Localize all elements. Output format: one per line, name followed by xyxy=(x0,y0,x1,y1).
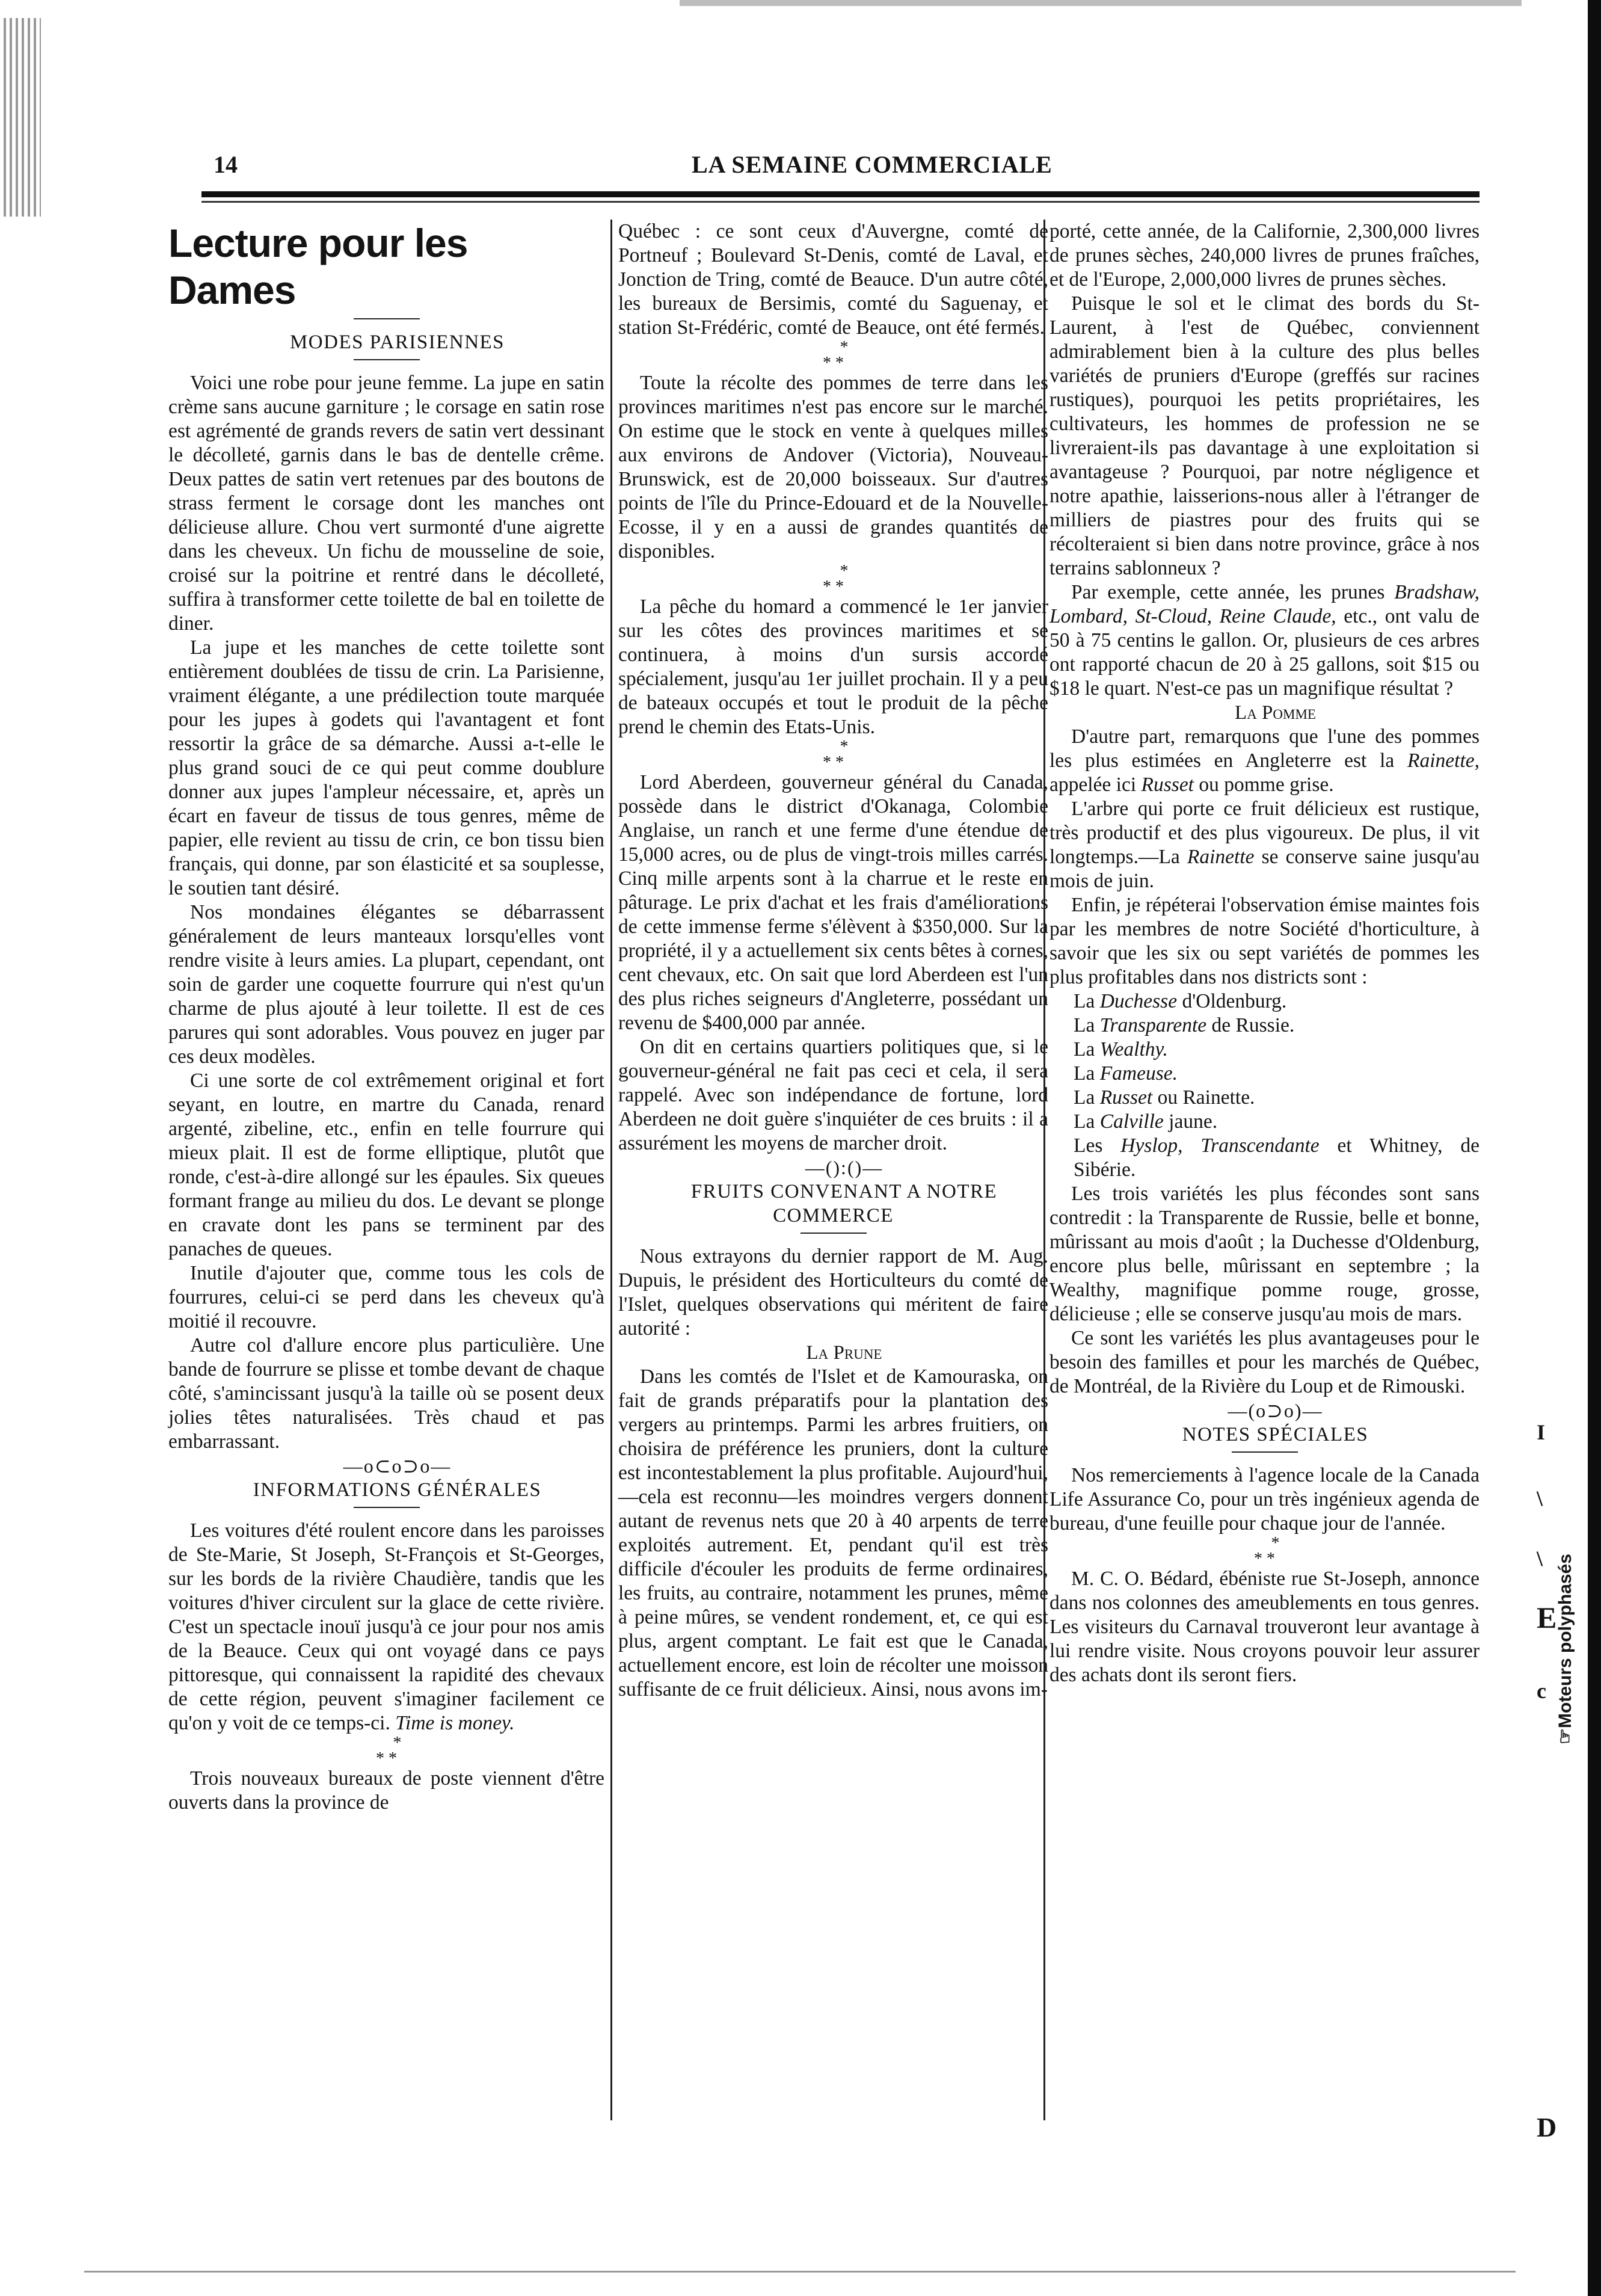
paragraph: Ci une sorte de col extrêmement original et fort seyant, en loutre, en martre du Canada, renard argenté, zibeline, etc., enfin en telle fourrure qui mieux plait. Il est de forme elliptique, plutôt que ronde, c'est-à-dire allongé sur les épaules. Six queues formant frange au milieu du dos. Le devant se plonge en cravate dont les pans se terminent par des panaches de queues. xyxy=(168,1070,604,1260)
italic-phrase: Hyslop, Transcendante xyxy=(1120,1134,1320,1157)
bottom-edge-rule xyxy=(84,2271,1516,2273)
paragraph: Dans les comtés de l'Islet et de Kamouraska, on fait de grands préparatifs pour la plantation des vergers au printemps. Parmi les arbres fruitiers, on choisira de préférence les pruniers, dont la culture est incontestablement la plus profitable. Aujourd'hui,—cela est reconnu—les moindres vergers donnent autant de revenus nets que 20 à 40 arpents de terre exploités autrement. Et, pendant qu'il est très difficile d'écouler les produits de ferme ordinaires, les fruits, au contraire, notamment les prunes, même à peine mûres, se vendent rondement, et, ce qui est plus, argent comptant. Le fait est que le Canada, actuellement encore, est loin de récolter une moisson suffisante de ce fruit délicieux. Ainsi, nous avons im- xyxy=(618,1365,1048,1700)
list-item xyxy=(1049,989,1480,1014)
paragraph-text: Les voitures d'été roulent encore dans les paroisses de Ste-Marie, St Joseph, St-François et St-Georges, sur les bords de la rivière Chaudière, tandis que les voitures d'hiver circulent sur la glace de cette rivière. C'est un spectacle inouï jusqu'à ce jour pour nos amis de la Beauce. Ceux qui ont voyagé dans ce pays pittoresque, qui connaissent la rapidité des chevaux de cette région, peuvent s'imaginer facilement ce qu'on y voit de ce temps-ci. xyxy=(168,1519,604,1734)
paragraph: Ce sont les variétés les plus avantageuses pour le besoin des familles et pour les marchés de Québec, de Montréal, de la Rivière du Loup et de Rimouski. xyxy=(1049,1327,1480,1397)
paragraph: Toute la récolte des pommes de terre dans les provinces maritimes n'est pas encore sur le marché. On estime que le stock en vente à quelques milles aux environs de Andover (Victoria), Nouveau-Brunswick, est de 20,000 boisseaux. Sur d'autres points de l'île du Prince-Edouard et de la Nouvelle-Ecosse, il y en a aussi de grandes quantités de disponibles. xyxy=(618,372,1048,562)
ornament-divider: —o⊂o⊃o— xyxy=(343,1455,452,1477)
section-heading: MODES PARISIENNES xyxy=(289,331,505,353)
column-middle xyxy=(618,220,1048,1702)
list-suffix: ou Rainette. xyxy=(1157,1086,1255,1109)
list-prefix: La xyxy=(1074,1038,1095,1060)
list-suffix: jaune. xyxy=(1169,1110,1218,1133)
italic-phrase: Time is money. xyxy=(395,1712,515,1734)
paragraph-text: D'autre part, remarquons que l'une des pommes les plus estimées en Angleterre est la xyxy=(1049,725,1480,772)
paragraph: Québec : ce sont ceux d'Auvergne, comté de Portneuf ; Boulevard St-Denis, comté de Laval, et Jonction de Tring, comté de Beauce. D'un autre côté, les bureaux de Bersimis, comté du Saguenay, et station St-Frédéric, comté de Beauce, ont été fermés. xyxy=(618,220,1048,339)
list-item xyxy=(1049,1014,1480,1038)
column-right xyxy=(1049,220,1480,1687)
apple-varieties-list xyxy=(1049,989,1480,1134)
italic-phrase: Russet xyxy=(1141,774,1194,796)
paragraph-text: se conserve saine jusqu'au mois de juin. xyxy=(1049,846,1480,892)
page-number: 14 xyxy=(214,151,238,178)
list-prefix: La xyxy=(1074,1014,1095,1036)
margin-letter: E xyxy=(1537,1601,1557,1634)
paragraph xyxy=(168,1519,604,1735)
asterism: * * * xyxy=(823,338,849,372)
list-suffix: de Russie. xyxy=(1211,1014,1295,1036)
ornament-divider: —():()— xyxy=(805,1157,883,1178)
scan-edge-top xyxy=(680,0,1522,6)
list-prefix: La xyxy=(1074,1086,1095,1109)
paragraph-text: etc., ont valu de 50 à 75 centins le gallon. Or, plusieurs de ces arbres ont rapporté chacun de 20 à 25 gallons, soit $15 ou $18 le quart. N'est-ce pas un magnifique résultat ? xyxy=(1049,605,1480,700)
paragraph: Enfin, je répéterai l'observation émise maintes fois par les membres de notre Société d'horticulture, à savoir que les six ou sept variétés de pommes les plus profitables dans nos districts sont : xyxy=(1049,894,1480,988)
paragraph xyxy=(1049,797,1480,893)
article-title: Lecture pour les Dames xyxy=(168,221,468,312)
section-heading: FRUITS CONVENANT A NOTRE COMMERCE xyxy=(690,1181,998,1226)
ornament-divider: —(o⊃o)— xyxy=(1228,1400,1323,1421)
paragraph-text: ou pomme grise. xyxy=(1199,774,1334,796)
margin-letter: \ xyxy=(1537,1547,1543,1571)
sub-heading: La Prune xyxy=(806,1342,882,1364)
paragraph: On dit en certains quartiers politiques que, si le gouverneur-général ne fait pas ceci et cela, il sera rappelé. Avec son indépendance de fortune, lord Aberdeen ne doit guère s'inquiéter de ces bruits : il a assurément les moyens de marcher droit. xyxy=(618,1036,1048,1154)
list-item xyxy=(1049,1110,1480,1134)
paragraph: La jupe et les manches de cette toilette sont entièrement doublées de tissu de crin. La Parisienne, vraiment élégante, a une prédilection toute marquée pour les jupes à godets qui l'avantagent et font ressortir la grâce de sa démarche. Aussi a-t-elle le plus grand souci de ce qui peut comme doublure donner aux jupes l'ampleur nécessaire, et, après un écart en faveur de tissus de tous genres, même de papier, elle revient au tissu de crin, ce bon tissu bien français, qui donne, par son élasticité et sa souplesse, le soutien tant désiré. xyxy=(168,636,604,899)
paragraph: La pêche du homard a commencé le 1er janvier sur les côtes des provinces maritimes et se continuera, à moins d'un sursis accordé spécialement, jusqu'au 1er juillet prochain. Il y a peu de bateaux occupés et tout le produit de la pêche prend le chemin des Etats-Unis. xyxy=(618,596,1048,738)
scan-edge-right xyxy=(1588,0,1601,2296)
paragraph xyxy=(1049,580,1480,701)
italic-phrase: Bradshaw, Lombard, St-Cloud, Reine Claude, xyxy=(1049,581,1480,627)
paragraph: Puisque le sol et le climat des bords du St-Laurent, à l'est de Québec, conviennent admirablement bien à la culture des plus belles variétés de pruniers d'Europe (greffés sur racines rustiques), pourquoi les petits propriétaires, les cultivateurs, les hommes de profession ne se livreraient-ils pas davantage à une exploitation si avantageuse ? Pourquoi, par notre négligence et notre apathie, laisserions-nous aller à l'étranger de milliers de piastres pour des fruits qui se récolteraient si bien dans notre province, grâce à nos terrains sablonneux ? xyxy=(1049,292,1480,579)
paragraph: Nos remerciements à l'agence locale de la Canada Life Assurance Co, pour un très ingénieux agenda de bureau, d'une feuille pour chaque jour de l'année. xyxy=(1049,1464,1480,1534)
divider xyxy=(354,318,420,319)
list-prefix: La xyxy=(1074,1110,1095,1133)
variety-name: Russet xyxy=(1099,1086,1153,1109)
paragraph: porté, cette année, de la Californie, 2,300,000 livres de prunes sèches, 240,000 livres de prunes fraîches, et de l'Europe, 2,000,000 livres de prunes sèches. xyxy=(1049,220,1480,291)
column-separator xyxy=(610,220,612,2120)
variety-name: Fameuse. xyxy=(1099,1062,1178,1085)
paragraph xyxy=(1049,725,1480,797)
asterism: * * * xyxy=(1254,1534,1280,1568)
variety-name: Transparente xyxy=(1099,1014,1207,1036)
publication-title: LA SEMAINE COMMERCIALE xyxy=(692,151,1052,178)
asterism: * * * xyxy=(823,562,849,596)
list-text: et Whitney, de Sibérie. xyxy=(1074,1134,1480,1181)
binding-marks xyxy=(4,18,41,217)
paragraph-text: L'arbre qui porte ce fruit délicieux est rustique, très productif et des plus vigoureux. De plus, il vit longtemps.—La xyxy=(1049,798,1480,868)
italic-phrase: Rainette xyxy=(1187,846,1255,868)
divider xyxy=(354,359,420,360)
paragraph: Nous extrayons du dernier rapport de M. Aug. Dupuis, le président des Horticulteurs du comté de l'Islet, quelques observations qui méritent de faire autorité : xyxy=(618,1245,1048,1340)
paragraph: M. C. O. Bédard, ébéniste rue St-Joseph, annonce dans nos colonnes des ameublements en tous genres. Les visiteurs du Carnaval trouveront leur avantage à lui rendre visite. Nous croyons pouvoir leur assurer des achats dont ils seront fiers. xyxy=(1049,1568,1480,1686)
list-item xyxy=(1049,1086,1480,1110)
asterism: * * * xyxy=(376,1734,402,1768)
italic-phrase: Rainette xyxy=(1407,749,1475,772)
divider xyxy=(354,1507,420,1508)
variety-name: Wealthy. xyxy=(1099,1038,1168,1060)
margin-letter: D xyxy=(1537,2112,1557,2143)
paragraph: Trois nouveaux bureaux de poste viennent d'être ouverts dans la province de xyxy=(168,1767,604,1814)
list-item xyxy=(1049,1134,1480,1182)
paragraph: Lord Aberdeen, gouverneur général du Canada, possède dans le district d'Okanaga, Colombie Anglaise, un ranch et une ferme d'une étendue de 15,000 acres, ou de plus de vingt-trois milles carrés. Cinq mille arpents sont à la charrue et le reste en pâturage. Le prix d'achat et les frais d'améliorations de cette immense ferme s'élèvent à $350,000. Sur la propriété, il y a actuellement six cents bêtes à cornes, cent chevaux, etc. On sait que lord Aberdeen est l'un des plus riches seigneurs d'Angleterre, possédant un revenu de $400,000 par année. xyxy=(618,771,1048,1034)
list-prefix: La xyxy=(1074,990,1095,1012)
list-item xyxy=(1049,1062,1480,1086)
column-left xyxy=(168,220,604,1815)
list-item xyxy=(1049,1038,1480,1062)
asterism: * * * xyxy=(823,737,849,772)
paragraph: Autre col d'allure encore plus particulière. Une bande de fourrure se plisse et tombe devant de chaque côté, s'amincissant jusqu'à la taille où se posent deux jolies têtes naturalisées. Très chaud et pas embarrassant. xyxy=(168,1334,604,1453)
list-prefix: La xyxy=(1074,1062,1095,1085)
paragraph: Les trois variétés les plus fécondes sont sans contredit : la Transparente de Russie, belle et bonne, mûrissant au mois d'août ; la Duchesse d'Oldenburg, encore plus belle, mûrissant en septembre ; la Wealthy, magnifique pomme rouge, grosse, délicieuse ; elle se conserve jusqu'au mois de mars. xyxy=(1049,1183,1480,1325)
header-rule-thick xyxy=(201,191,1480,197)
list-text: Les xyxy=(1074,1134,1103,1157)
paragraph: Voici une robe pour jeune femme. La jupe en satin crème sans aucune garniture ; le corsage en satin rose est agrémenté de grands revers de satin vert dessinant le décolleté, garnis dans le bas de dentelle crême. Deux pattes de satin vert retenues par des boutons de strass ferment le corsage dont les manches ont délicieuse allure. Chou vert surmonté d'une aigrette dans les cheveux. Un fichu de mousseline de soie, croisé sur la poitrine et rentré dans le décolleté, suffira à transformer cette toilette de bal en toilette de diner. xyxy=(168,372,604,635)
section-heading: INFORMATIONS GÉNÉRALES xyxy=(253,1479,542,1501)
variety-name: Duchesse xyxy=(1099,990,1178,1012)
sub-heading: La Pomme xyxy=(1235,702,1316,724)
paragraph-text: Par exemple, cette année, les prunes xyxy=(1071,581,1385,603)
divider xyxy=(1232,1451,1298,1453)
margin-letter: \ xyxy=(1537,1486,1543,1510)
list-suffix: d'Oldenburg. xyxy=(1182,990,1287,1012)
margin-letter: I xyxy=(1537,1420,1546,1444)
paragraph-text: , appelée ici xyxy=(1049,749,1480,796)
variety-name: Calville xyxy=(1099,1110,1164,1133)
paragraph: Nos mondaines élégantes se débarrassent généralement de leurs manteaux lorsqu'elles vont rendre visite à leurs amies. La plupart, cependant, ont soin de garder une coquette fourrure qui n'est qu'un charme de plus ajouté à leur toilette. Il est de ces parures qui sont adorables. Vous pouvez en juger par ces deux modèles. xyxy=(168,901,604,1068)
paragraph: Inutile d'ajouter que, comme tous les cols de fourrures, celui-ci se perd dans les cheveux qu'à moitié il recouvre. xyxy=(168,1262,604,1332)
section-heading: NOTES SPÉCIALES xyxy=(1182,1424,1369,1445)
divider xyxy=(800,1233,867,1234)
header-rule-thin xyxy=(201,201,1480,203)
margin-letter: c xyxy=(1537,1679,1546,1703)
side-advert-text: ☞Moteurs polyphasés xyxy=(1555,1554,1575,1744)
